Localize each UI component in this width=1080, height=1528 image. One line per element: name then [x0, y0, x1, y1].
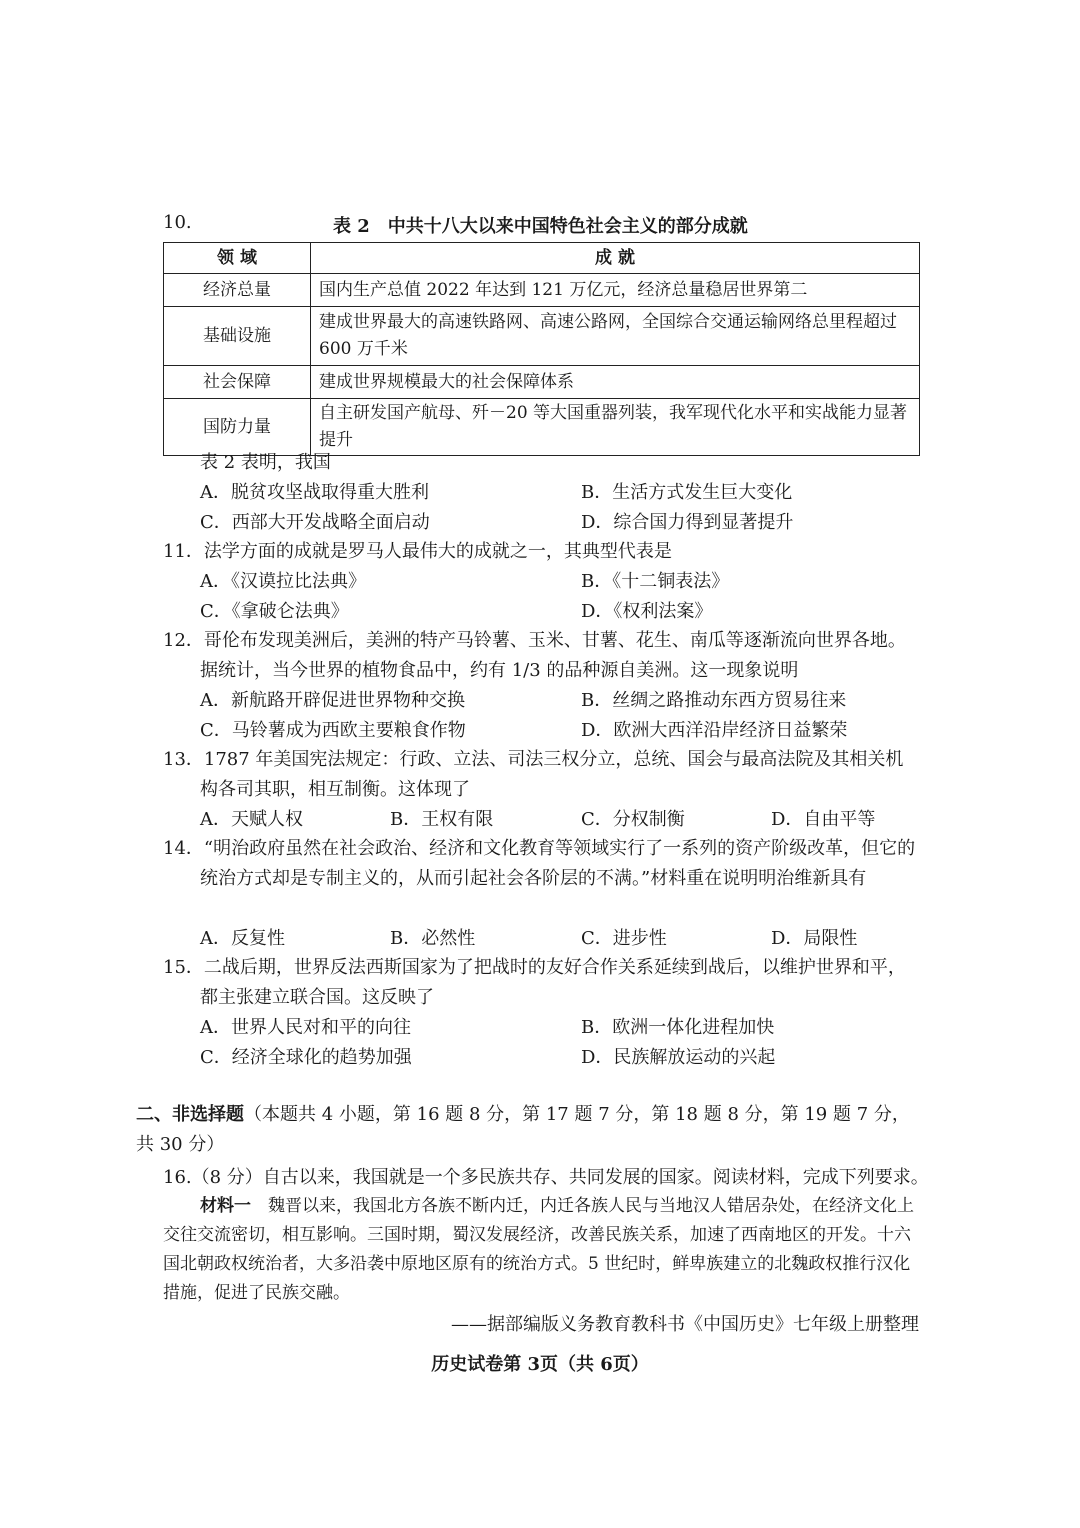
section-2-heading — [136, 1100, 919, 1160]
page-footer: 历史试卷第 3页（共 6页） — [431, 1354, 649, 1375]
option-d: D．民族解放运动的兴起 — [581, 1047, 776, 1068]
option-c: C．进步性 — [581, 928, 667, 949]
table-cell-field: 经济总量 — [164, 274, 311, 307]
option-b: B．生活方式发生巨大变化 — [581, 482, 793, 503]
option-c: C．马铃薯成为西欧主要粮食作物 — [200, 720, 466, 741]
material-label: 材料一 — [200, 1196, 251, 1216]
table-cell-field: 基础设施 — [164, 307, 311, 366]
table-header-field: 领 域 — [164, 243, 311, 274]
question-number-10: 10. — [163, 212, 192, 233]
option-d: D．欧洲大西洋沿岸经济日益繁荣 — [581, 720, 848, 741]
table-cell-field: 社会保障 — [164, 366, 311, 399]
option-a: A．天赋人权 — [200, 809, 303, 830]
section-2-title: 二、非选择题 — [136, 1104, 244, 1125]
option-b: B．丝绸之路推动东西方贸易往来 — [581, 690, 847, 711]
table-row — [164, 366, 920, 399]
option-d: D．《权利法案》 — [581, 601, 713, 622]
option-a: A．《汉谟拉比法典》 — [200, 571, 366, 592]
table-row — [164, 274, 920, 307]
option-d: D．自由平等 — [771, 809, 876, 830]
option-b: B．王权有限 — [390, 809, 494, 830]
option-b: B．《十二铜表法》 — [581, 571, 730, 592]
question-16: 16.（8 分）自古以来，我国就是一个多民族共存、共同发展的国家。阅读材料，完成下列要求。 — [163, 1167, 929, 1188]
table-cell-desc: 建成世界规模最大的社会保障体系 — [311, 366, 920, 399]
table-header-row — [164, 243, 920, 274]
option-a: A．脱贫攻坚战取得重大胜利 — [200, 482, 429, 503]
option-c: C．分权制衡 — [581, 809, 685, 830]
table-cell-field: 国防力量 — [164, 399, 311, 456]
table-cell-desc: 自主研发国产航母、歼－20 等大国重器列装，我军现代化水平和实战能力显著提升 — [311, 399, 920, 456]
material-one — [163, 1192, 919, 1308]
material-text: 魏晋以来，我国北方各族不断内迁，内迁各族人民与当地汉人错居杂处，在经济文化上交往交流密切，相互影响。三国时期，蜀汉发展经济，改善民族关系，加速了西南地区的开发。十六国北朝政权统治者，大多沿袭中原地区原有的统治方式。5 世纪时，鲜卑族建立的北魏政权推行汉化措施，促进了民族交融。 — [163, 1196, 914, 1303]
table-row — [164, 307, 920, 366]
option-c: C．经济全球化的趋势加强 — [200, 1047, 412, 1068]
question-11: 11．法学方面的成就是罗马人最伟大的成就之一，其典型代表是 — [163, 541, 672, 562]
option-b: B．必然性 — [390, 928, 476, 949]
option-b: B．欧洲一体化进程加快 — [581, 1017, 775, 1038]
option-a: A．反复性 — [200, 928, 285, 949]
material-source: ——据部编版义务教育教科书《中国历史》七年级上册整理 — [451, 1314, 919, 1335]
table-row — [164, 399, 920, 456]
achievements-table — [163, 242, 920, 456]
option-a: A．新航路开辟促进世界物种交换 — [200, 690, 465, 711]
question-13: 13．1787 年美国宪法规定：行政、立法、司法三权分立，总统、国会与最高法院及其相关机构各司其职，相互制衡。这体现了 — [163, 749, 904, 800]
question-15: 15．二战后期，世界反法西斯国家为了把战时的友好合作关系延续到战后，以维护世界和平，都主张建立联合国。这反映了 — [163, 957, 906, 1008]
option-d: D．综合国力得到显著提升 — [581, 512, 794, 533]
question-12: 12．哥伦布发现美洲后，美洲的特产马铃薯、玉米、甘薯、花生、南瓜等逐渐流向世界各地。据统计，当今世界的植物食品中，约有 1/3 的品种源自美洲。这一现象说明 — [163, 630, 906, 681]
table-header-achievement: 成 就 — [311, 243, 920, 274]
option-a: A．世界人民对和平的向往 — [200, 1017, 411, 1038]
table-cell-desc: 国内生产总值 2022 年达到 121 万亿元，经济总量稳居世界第二 — [311, 274, 920, 307]
table-cell-desc: 建成世界最大的高速铁路网、高速公路网，全国综合交通运输网络总里程超过 600 万千米 — [311, 307, 920, 366]
section-2-desc: （本题共 4 小题，第 16 题 8 分，第 17 题 7 分，第 18 题 8 分，第 19 题 7 分，共 30 分） — [136, 1104, 910, 1155]
question-14: 14．“明治政府虽然在社会政治、经济和文化教育等领域实行了一系列的资产阶级改革，但它的统治方式却是专制主义的，从而引起社会各阶层的不满。”材料重在说明明治维新具有 — [163, 838, 916, 889]
option-c: C．《拿破仑法典》 — [200, 601, 349, 622]
table-title: 表 2 中共十八大以来中国特色社会主义的部分成就 — [333, 216, 748, 237]
option-c: C．西部大开发战略全面启动 — [200, 512, 430, 533]
question-stem: 表 2 表明，我国 — [200, 452, 331, 473]
option-d: D．局限性 — [771, 928, 858, 949]
